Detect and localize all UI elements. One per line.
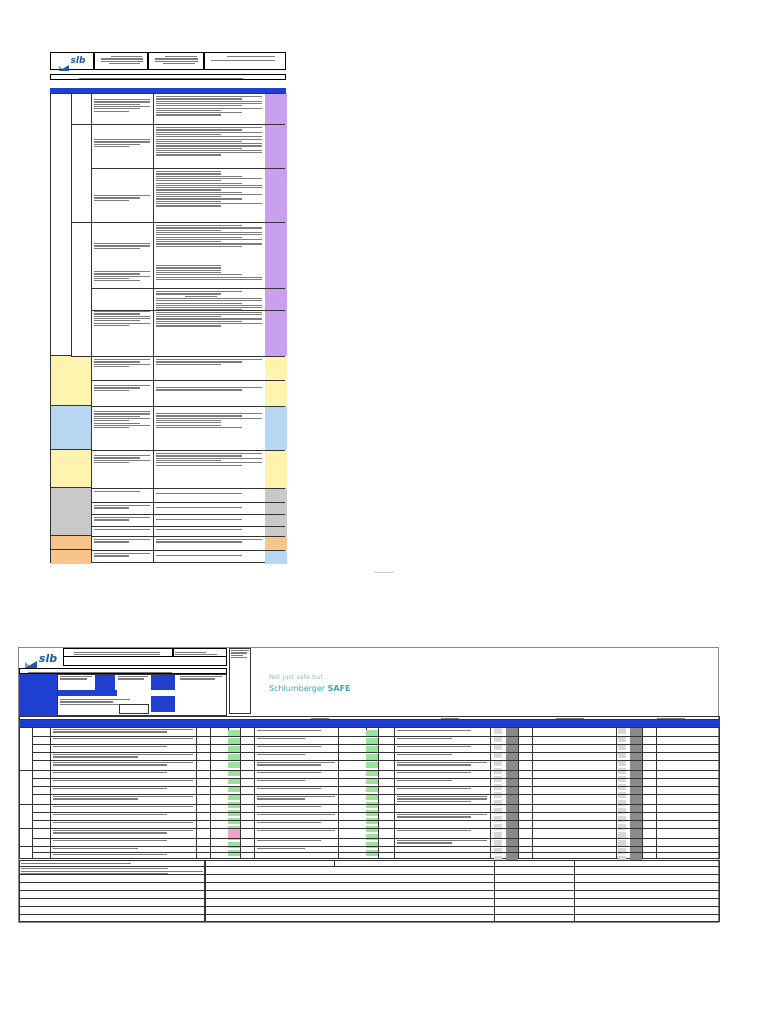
row-detail-12 bbox=[155, 506, 263, 509]
row-text-2 bbox=[93, 138, 151, 148]
row-text-8 bbox=[93, 384, 151, 392]
page1-header-cell-1 bbox=[94, 52, 148, 70]
section-block-3 bbox=[51, 406, 91, 450]
row-detail-6 bbox=[155, 290, 263, 328]
row-text-7 bbox=[93, 358, 151, 368]
page1-logo-box bbox=[50, 52, 94, 70]
score-col-blue-2 bbox=[265, 550, 287, 564]
safe-brand bbox=[269, 684, 351, 693]
row-detail-4 bbox=[155, 224, 263, 248]
row-detail-7 bbox=[155, 358, 263, 366]
row-text-5 bbox=[93, 270, 151, 283]
score-col-yellow-2 bbox=[265, 450, 287, 488]
page2-column-header bbox=[19, 720, 720, 727]
row-detail-1 bbox=[155, 95, 263, 117]
row-detail-3 bbox=[155, 170, 263, 208]
page1-table-body bbox=[50, 93, 286, 563]
row-text-10 bbox=[93, 454, 151, 464]
row-detail-5 bbox=[155, 264, 263, 281]
section-block-4 bbox=[51, 450, 91, 488]
row-text-4 bbox=[93, 242, 151, 250]
status-col-pink bbox=[228, 830, 240, 838]
tagline: Not just safe but... bbox=[269, 673, 330, 681]
page-1 bbox=[50, 52, 286, 564]
slb-logo-icon bbox=[59, 57, 69, 65]
row-detail-15 bbox=[155, 538, 263, 544]
section-block-7 bbox=[51, 550, 91, 564]
section-block-2 bbox=[51, 356, 91, 406]
row-text-9 bbox=[93, 410, 151, 429]
slb-logo-icon-2 bbox=[25, 654, 37, 663]
row-detail-10 bbox=[155, 452, 263, 467]
row-detail-11 bbox=[155, 492, 263, 495]
row-detail-2 bbox=[155, 126, 263, 157]
row-detail-8 bbox=[155, 386, 263, 392]
row-text-11 bbox=[93, 490, 151, 493]
row-detail-13 bbox=[155, 518, 263, 521]
slb-logo-text: slb bbox=[70, 56, 86, 66]
row-text-12 bbox=[93, 504, 151, 510]
row-text-1 bbox=[93, 98, 151, 113]
safe-brand-prefix: Schlumberger bbox=[269, 684, 326, 693]
row-text-14 bbox=[93, 528, 151, 531]
safe-brand-suffix: SAFE bbox=[327, 684, 351, 693]
score-col-orange bbox=[265, 536, 287, 550]
page2-logo-box bbox=[19, 648, 63, 668]
page1-header-cell-2 bbox=[148, 52, 204, 70]
page2-info-grid bbox=[19, 674, 227, 716]
score-col-grey bbox=[265, 488, 287, 536]
row-text-16 bbox=[93, 552, 151, 558]
section-block-1 bbox=[51, 94, 71, 356]
section-block-5 bbox=[51, 488, 91, 536]
row-text-15 bbox=[93, 538, 151, 544]
slb-logo-text-2: slb bbox=[38, 651, 58, 665]
page-2 bbox=[18, 647, 719, 923]
section-block-6 bbox=[51, 536, 91, 550]
row-text-6 bbox=[93, 310, 151, 327]
row-detail-14 bbox=[155, 528, 263, 531]
page2-table-body bbox=[19, 727, 720, 859]
score-col-yellow bbox=[265, 356, 287, 406]
page2-header-cell-3 bbox=[63, 656, 227, 666]
page2-footer-grid bbox=[19, 860, 720, 922]
page2-right-panel bbox=[229, 648, 251, 714]
score-col-purple bbox=[265, 94, 287, 356]
row-detail-16 bbox=[155, 554, 263, 557]
page1-header-cell-3 bbox=[204, 52, 286, 70]
page1-title-bar bbox=[50, 74, 286, 80]
page-separator bbox=[374, 572, 394, 573]
row-detail-9 bbox=[155, 412, 263, 429]
score-col-blue bbox=[265, 406, 287, 450]
row-text-13 bbox=[93, 516, 151, 522]
row-text-3 bbox=[93, 194, 151, 202]
